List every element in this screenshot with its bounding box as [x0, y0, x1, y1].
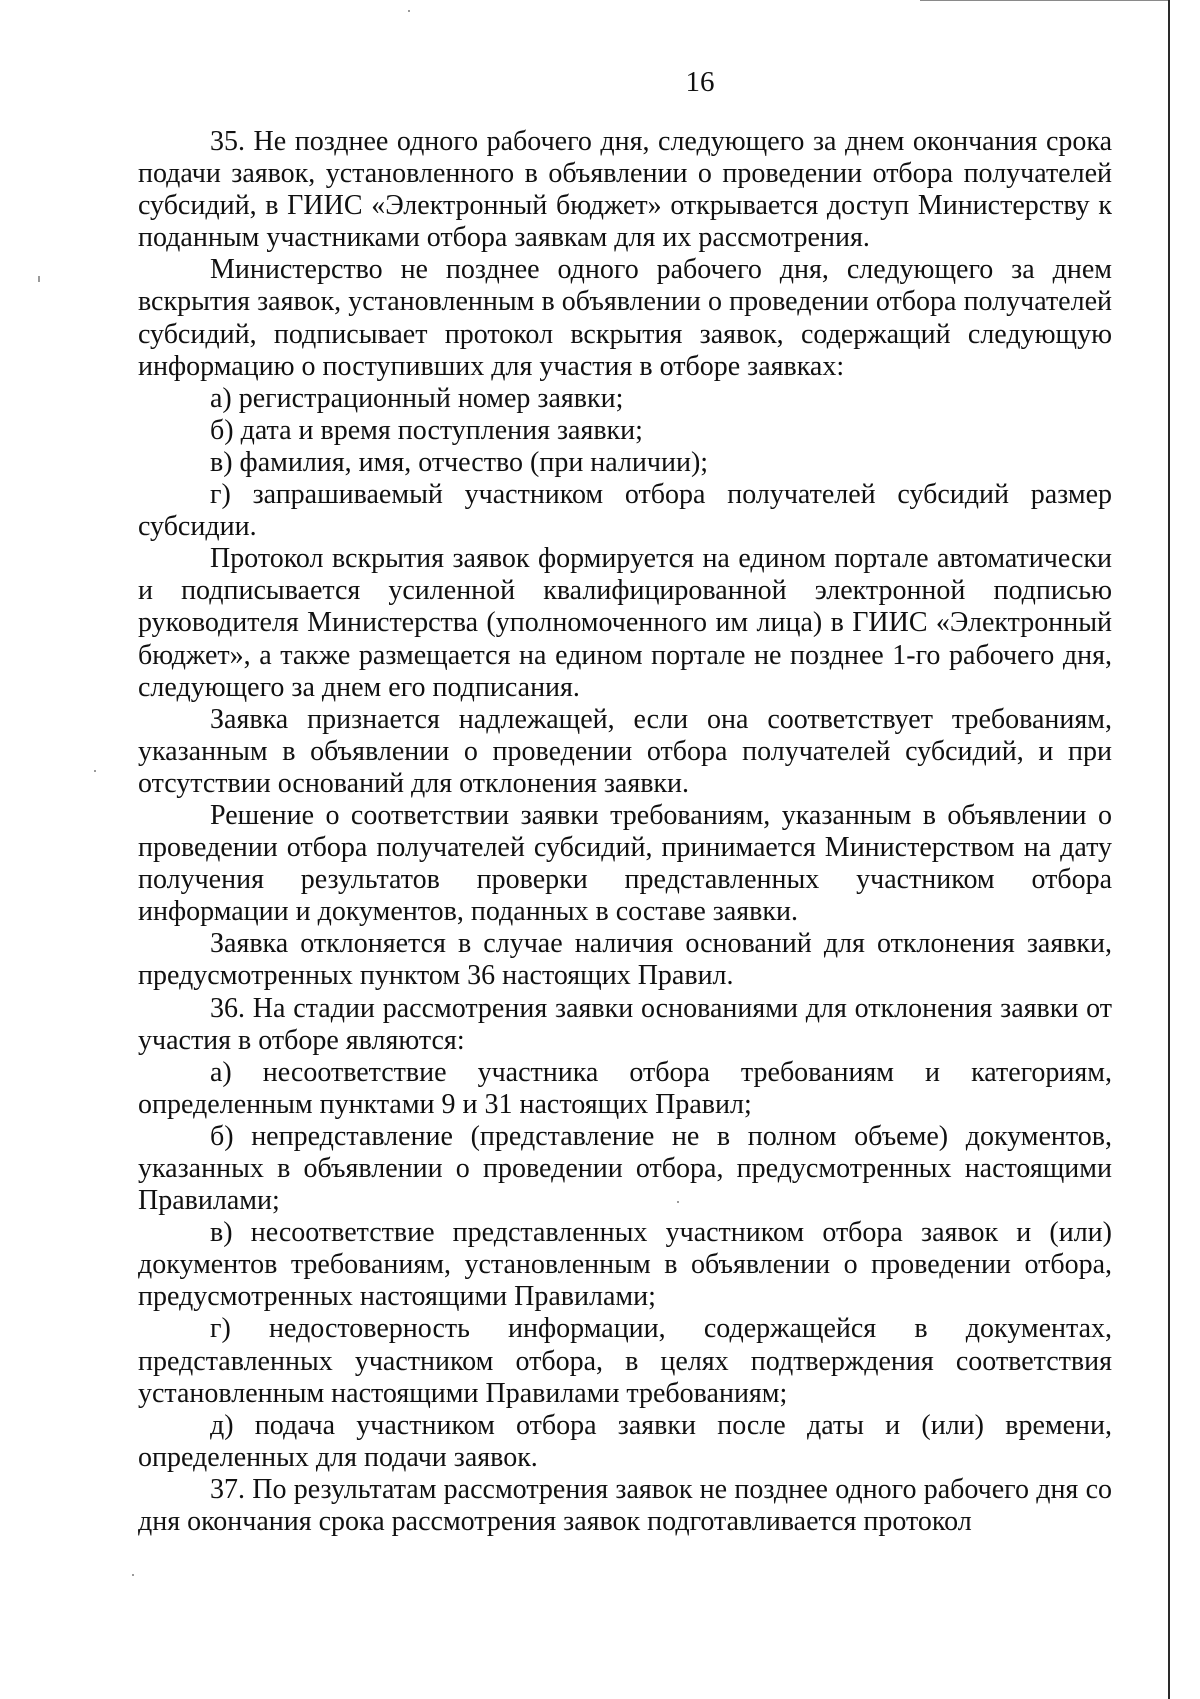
paragraph-compliance-decision: Решение о соответствии заявки требованиям, указанным в объявлении о проведении отбора получателей субсидий, принимается Министерством на дату получения результатов проверки представленных участником отбора информации и документов, поданных в составе заявки.: [138, 799, 1112, 928]
list-item-a: а) регистрационный номер заявки;: [210, 382, 624, 414]
paragraph-35-intro: 35. Не позднее одного рабочего дня, следующего за днем окончания срока подачи заявок, установленного в объявлении о проведении отбора получателей субсидий, в ГИИС «Электронный бюджет» открывается доступ Министерству к поданным участниками отбора заявкам для их рассмотрения.: [138, 126, 1112, 254]
paragraph-36-intro: 36. На стадии рассмотрения заявки основаниями для отклонения заявки от участия в отборе являются:: [138, 992, 1112, 1056]
scan-speck: [94, 770, 96, 772]
scan-speck: [408, 10, 410, 12]
list-item-g: г) запрашиваемый участником отбора получателей субсидий размер субсидии.: [138, 479, 1112, 543]
scan-speck: [132, 1574, 134, 1576]
scan-right-edge: [1168, 0, 1170, 1699]
paragraph-37-intro: 37. По результатам рассмотрения заявок не позднее одного рабочего дня со дня окончания срока рассмотрения заявок подготавливается протокол: [138, 1473, 1112, 1538]
list-item-b: б) дата и время поступления заявки;: [210, 414, 643, 446]
rejection-item-g: г) недостоверность информации, содержащейся в документах, представленных участником отбора, в целях подтверждения соответствия установленным настоящими Правилами требованиям;: [138, 1313, 1112, 1409]
list-item-v: в) фамилия, имя, отчество (при наличии);: [210, 446, 709, 478]
rejection-item-b: б) непредставление (представление не в полном объеме) документов, указанных в объявлении о проведении отбора, предусмотренных настоящими Правилами;: [138, 1120, 1112, 1217]
document-body: [138, 126, 1112, 1538]
paragraph-protocol-formation: Протокол вскрытия заявок формируется на едином портале автоматически и подписывается усиленной квалифицированной электронной подписью руководителя Министерства (уполномоченного им лица) в ГИИС «Электронный бюджет», а также размещается на едином портале не позднее 1-го рабочего дня, следующего за днем его подписания.: [138, 543, 1112, 703]
paragraph-ministry-protocol: Министерство не позднее одного рабочего дня, следующего за днем вскрытия заявок, установленным в объявлении о проведении отбора получателей субсидий, подписывает протокол вскрытия заявок, содержащий следующую информацию о поступивших для участия в отборе заявках:: [138, 254, 1112, 382]
rejection-item-v: в) несоответствие представленных участником отбора заявок и (или) документов требованиям, установленным в объявлении о проведении отбора, предусмотренных настоящими Правилами;: [138, 1217, 1112, 1313]
rejection-item-d: д) подача участником отбора заявки после даты и (или) времени, определенных для подачи заявок.: [138, 1409, 1112, 1473]
page-number: 16: [685, 66, 715, 98]
paragraph-rejection: Заявка отклоняется в случае наличия оснований для отклонения заявки, предусмотренных пунктом 36 настоящих Правил.: [138, 928, 1112, 992]
rejection-item-a: а) несоответствие участника отбора требованиям и категориям, определенным пунктами 9 и 31 настоящих Правил;: [138, 1056, 1112, 1120]
scan-speck: [38, 276, 40, 282]
scan-top-edge: [920, 0, 1170, 1]
paragraph-application-proper: Заявка признается надлежащей, если она соответствует требованиям, указанным в объявлении о проведении отбора получателей субсидий, и при отсутствии оснований для отклонения заявки.: [138, 703, 1112, 799]
